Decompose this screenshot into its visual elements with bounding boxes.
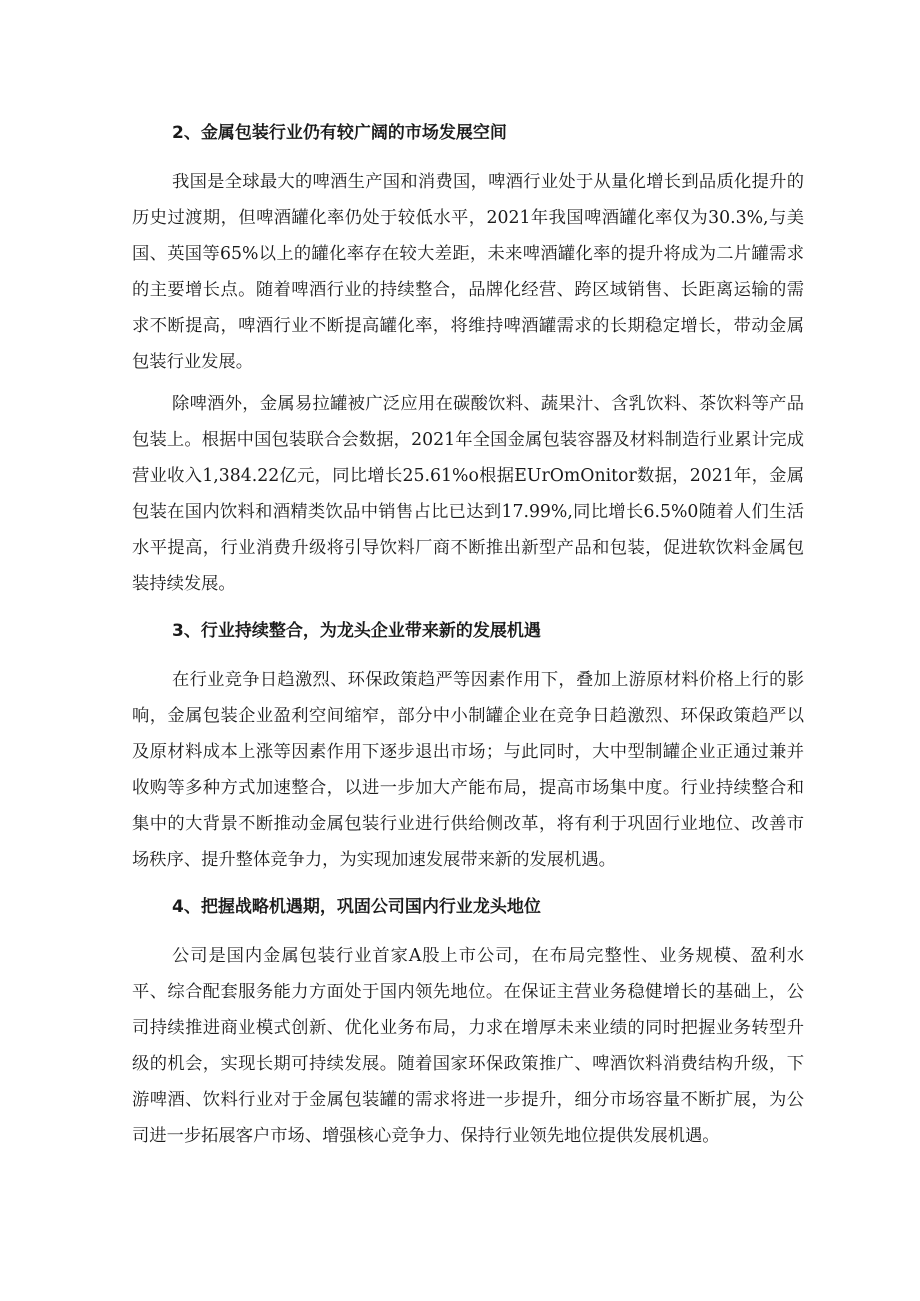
document-body — [132, 110, 804, 1160]
paragraph-company-position: 公司是国内金属包装行业首家A股上市公司，在布局完整性、业务规模、盈利水平、综合配套服务能力方面处于国内领先地位。在保证主营业务稳健增长的基础上，公司持续推进商业模式创新、优化业务布局，力求在增厚未来业绩的同时把握业务转型升级的机会，实现长期可持续发展。随着国家环保政策推广、啤酒饮料消费结构升级，下游啤酒、饮料行业对于金属包装罐的需求将进一步提升，细分市场容量不断扩展，为公司进一步拓展客户市场、增强核心竞争力、保持行业领先地位提供发展机遇。 — [132, 946, 804, 1146]
paragraph-consolidation: 在行业竞争日趋激烈、环保政策趋严等因素作用下，叠加上游原材料价格上行的影响，金属包装企业盈利空间缩窄，部分中小制罐企业在竞争日趋激烈、环保政策趋严以及原材料成本上涨等因素作用下逐步退出市场；与此同时，大中型制罐企业正通过兼并收购等多种方式加速整合，以进一步加大产能布局，提高市场集中度。行业持续整合和集中的大背景不断推动金属包装行业进行供给侧改革，将有利于巩固行业地位、改善市场秩序、提升整体竞争力，为实现加速发展带来新的发展机遇。 — [132, 670, 804, 870]
section-heading-market-space: 2、金属包装行业仍有较广阔的市场发展空间 — [172, 123, 507, 143]
section-heading-strategic-opportunity: 4、把握战略机遇期，巩固公司国内行业龙头地位 — [172, 897, 541, 917]
paragraph-beverage-packaging: 除啤酒外，金属易拉罐被广泛应用在碳酸饮料、蔬果汁、含乳饮料、茶饮料等产品包装上。根据中国包装联合会数据，2021年全国金属包装容器及材料制造行业累计完成营业收入1,384.22亿元，同比增长25.61%o根据EUrOmOnitor数据，2021年，金属包装在国内饮料和酒精类饮品中销售占比已达到17.99%,同比增长6.5%0随着人们生活水平提高，行业消费升级将引导饮料厂商不断推出新型产品和包装，促进软饮料金属包装持续发展。 — [132, 394, 804, 594]
section-heading-industry-consolidation: 3、行业持续整合，为龙头企业带来新的发展机遇 — [172, 621, 541, 641]
paragraph-beer-canning: 我国是全球最大的啤酒生产国和消费国，啤酒行业处于从量化增长到品质化提升的历史过渡期，但啤酒罐化率仍处于较低水平，2021年我国啤酒罐化率仅为30.3%,与美国、英国等65%以上的罐化率存在较大差距，未来啤酒罐化率的提升将成为二片罐需求的主要增长点。随着啤酒行业的持续整合，品牌化经营、跨区域销售、长距离运输的需求不断提高，啤酒行业不断提高罐化率，将维持啤酒罐需求的长期稳定增长，带动金属包装行业发展。 — [132, 172, 804, 372]
